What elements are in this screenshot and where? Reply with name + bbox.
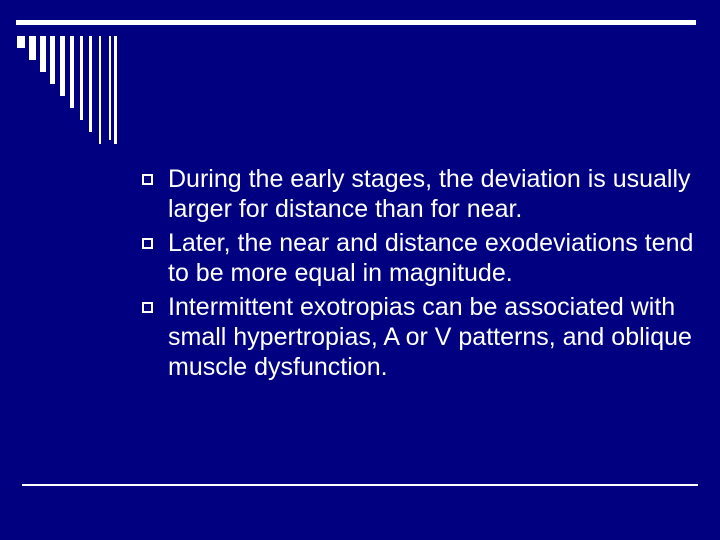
decorative-bar	[89, 36, 92, 132]
decorative-bar	[40, 36, 46, 72]
decorative-bar	[99, 36, 101, 144]
bullet-text: Later, the near and distance exodeviations tend to be more equal in magnitude.	[168, 229, 694, 287]
bullet-item	[142, 228, 702, 288]
decorative-bar	[70, 36, 74, 108]
bullet-item	[142, 292, 702, 382]
bullet-text: Intermittent exotropias can be associated with small hypertropias, A or V patterns, and oblique muscle dysfunction.	[168, 293, 692, 381]
bullet-text: During the early stages, the deviation is usually larger for distance than for near.	[168, 165, 691, 223]
decorative-bar	[109, 36, 111, 140]
decorative-bar	[29, 36, 36, 60]
decorative-bar	[50, 36, 55, 84]
decorative-bars	[0, 0, 130, 150]
decorative-bar	[80, 36, 83, 120]
decorative-bar	[17, 36, 25, 48]
hollow-square-icon	[142, 238, 153, 249]
bullet-item	[142, 164, 702, 224]
hollow-square-icon	[142, 174, 153, 185]
decorative-bar	[114, 36, 117, 144]
decorative-bar	[60, 36, 65, 96]
hollow-square-icon	[142, 302, 153, 313]
bullet-list	[142, 164, 702, 386]
bottom-rule	[22, 484, 698, 486]
